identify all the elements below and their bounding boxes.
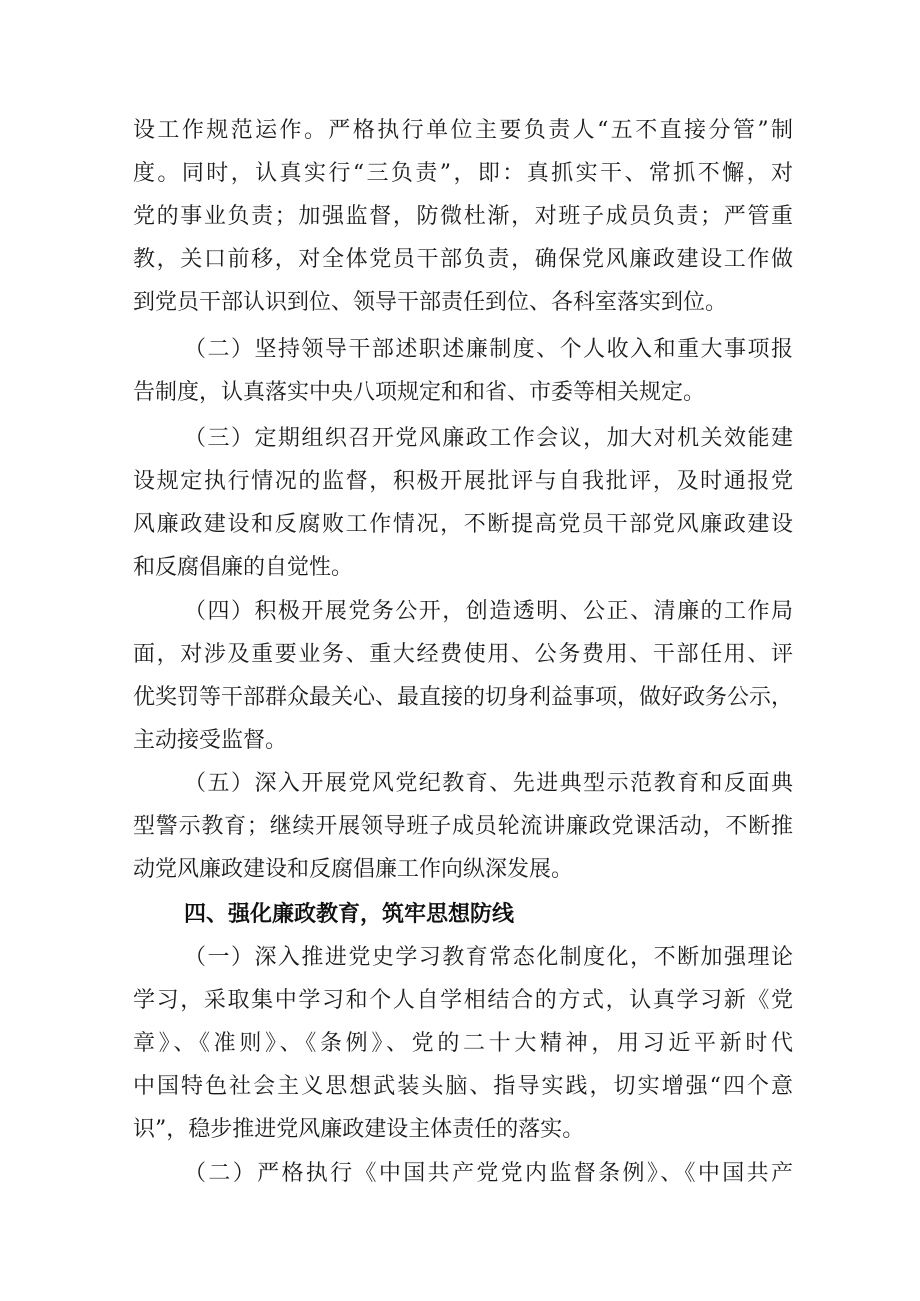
section-heading: 四、强化廉政教育，筑牢思想防线: [184, 902, 515, 927]
paragraph-line: 告制度，认真落实中央八项规定和和省、市委等相关规定。: [133, 380, 706, 405]
paragraph-line: （五）深入开展党风党纪教育、先进典型示范教育和反面典: [184, 771, 793, 796]
paragraph-line: 到党员干部认识到位、领导干部责任到位、各科室落实到位。: [133, 290, 728, 315]
paragraph-line: 教，关口前移，对全体党员干部负责，确保党风廉政建设工作做: [133, 247, 793, 272]
paragraph-line: 风廉政建设和反腐败工作情况，不断提高党员干部党风廉政建设: [133, 512, 793, 537]
paragraph-line: 学习，采取集中学习和个人自学相结合的方式，认真学习新《党: [133, 988, 793, 1013]
paragraph-line: 型警示教育；继续开展领导班子成员轮流讲廉政党课活动，不断推: [133, 814, 793, 839]
paragraph-line: 度。同时，认真实行“三负责”，即：真抓实干、常抓不懈，对: [133, 161, 793, 186]
paragraph-line: 优奖罚等干部群众最关心、最直接的切身利益事项，做好政务公示，: [133, 685, 794, 710]
paragraph-line: 设规定执行情况的监督，积极开展批评与自我批评，及时通报党: [133, 469, 793, 494]
paragraph-line: （三）定期组织召开党风廉政工作会议，加大对机关效能建: [184, 426, 793, 451]
paragraph-line: 中国特色社会主义思想武装头脑、指导实践，切实增强“四个意: [133, 1074, 793, 1099]
paragraph-line: （一）深入推进党史学习教育常态化制度化，不断加强理论: [184, 945, 793, 970]
paragraph-line: 和反腐倡廉的自觉性。: [133, 555, 354, 580]
paragraph-line: （二）坚持领导干部述职述廉制度、个人收入和重大事项报: [184, 337, 793, 362]
paragraph-line: 面，对涉及重要业务、重大经费使用、公务费用、干部任用、评: [133, 642, 793, 667]
paragraph-line: 章》、《准则》、《条例》、党的二十大精神，用习近平新时代: [133, 1031, 793, 1056]
paragraph-line: （四）积极开展党务公开，创造透明、公正、清廉的工作局: [184, 599, 793, 624]
paragraph-line: 党的事业负责；加强监督，防微杜渐，对班子成员负责；严管重: [133, 204, 793, 229]
paragraph-line: 动党风廉政建设和反腐倡廉工作向纵深发展。: [133, 857, 574, 882]
paragraph-line: 主动接受监督。: [133, 728, 288, 753]
paragraph-line: 识”，稳步推进党风廉政建设主体责任的落实。: [133, 1117, 585, 1142]
paragraph-line: 设工作规范运作。严格执行单位主要负责人“五不直接分管”制: [133, 118, 793, 143]
paragraph-line: （二）严格执行《中国共产党党内监督条例》、《中国共产: [184, 1161, 793, 1186]
